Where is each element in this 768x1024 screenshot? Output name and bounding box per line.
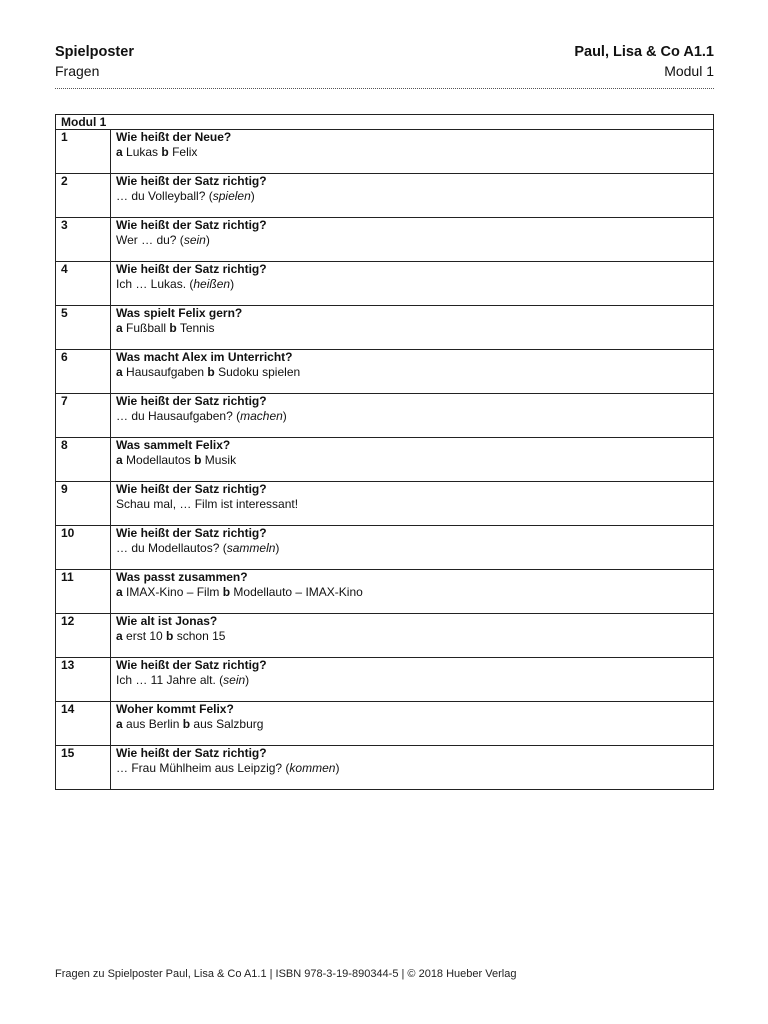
answer-text: [116, 673, 708, 688]
answer-verb-hint: sein: [223, 673, 246, 687]
answer-segment: aus Berlin: [122, 717, 183, 731]
answer-text: [116, 629, 708, 644]
answer-segment: Musik: [201, 453, 237, 467]
table-row: [56, 130, 714, 174]
question-text: Was sammelt Felix?: [116, 438, 231, 452]
table-row: [56, 658, 714, 702]
table-row: [56, 570, 714, 614]
question-cell: [111, 218, 714, 262]
answer-segment: aus Salzburg: [190, 717, 264, 731]
answer-text: [116, 541, 708, 556]
answer-text: [116, 365, 708, 380]
question-cell: [111, 746, 714, 790]
answer-text: [116, 321, 708, 336]
answer-text: [116, 717, 708, 732]
section-label: Modul 1: [56, 115, 714, 130]
answer-segment: … Frau Mühlheim aus Leipzig? (: [116, 761, 290, 775]
question-cell: [111, 438, 714, 482]
question-number: 5: [56, 306, 111, 350]
question-text: Wie heißt der Satz richtig?: [116, 262, 267, 276]
answer-segment: Modellautos: [122, 453, 195, 467]
table-row: [56, 482, 714, 526]
question-number: 15: [56, 746, 111, 790]
answer-text: [116, 409, 708, 424]
answer-segment: erst 10: [122, 629, 167, 643]
question-number: 10: [56, 526, 111, 570]
question-text: Wie heißt der Satz richtig?: [116, 174, 267, 188]
table-row: [56, 306, 714, 350]
answer-segment: Modellauto – IMAX-Kino: [230, 585, 363, 599]
answer-text: [116, 189, 708, 204]
question-text: Wie heißt der Satz richtig?: [116, 482, 267, 496]
answer-option-letter: a: [116, 629, 123, 643]
question-number: 7: [56, 394, 111, 438]
answer-segment: ): [275, 541, 280, 555]
answer-option-letter: b: [207, 365, 215, 379]
answer-text: [116, 497, 708, 512]
answer-segment: ): [230, 277, 235, 291]
answer-verb-hint: sammeln: [226, 541, 276, 555]
answer-segment: Ich … 11 Jahre alt. (: [116, 673, 224, 687]
question-text: Wie alt ist Jonas?: [116, 614, 218, 628]
answer-segment: Felix: [168, 145, 198, 159]
section-header-row: [56, 115, 714, 130]
question-text: Was macht Alex im Unterricht?: [116, 350, 293, 364]
answer-verb-hint: machen: [240, 409, 283, 423]
question-cell: [111, 350, 714, 394]
question-number: 4: [56, 262, 111, 306]
table-row: [56, 614, 714, 658]
question-number: 12: [56, 614, 111, 658]
answer-option-letter: a: [116, 321, 123, 335]
answer-segment: … du Volleyball? (: [116, 189, 213, 203]
question-cell: [111, 570, 714, 614]
question-number: 2: [56, 174, 111, 218]
header-right: [574, 42, 714, 80]
answer-segment: IMAX-Kino – Film: [122, 585, 223, 599]
question-number: 13: [56, 658, 111, 702]
answer-segment: Schau mal, … Film ist interessant!: [116, 497, 299, 511]
answer-segment: ): [335, 761, 340, 775]
answer-option-letter: b: [194, 453, 202, 467]
answer-verb-hint: heißen: [193, 277, 231, 291]
question-number: 8: [56, 438, 111, 482]
question-cell: [111, 658, 714, 702]
answer-segment: … du Modellautos? (: [116, 541, 227, 555]
header-left-title: Spielposter: [55, 44, 134, 60]
answer-option-letter: b: [182, 717, 191, 731]
question-cell: [111, 306, 714, 350]
answer-text: [116, 453, 708, 468]
question-number: 6: [56, 350, 111, 394]
answer-option-letter: a: [116, 453, 123, 467]
question-cell: [111, 482, 714, 526]
answer-text: [116, 277, 708, 292]
answer-segment: schon 15: [173, 629, 226, 643]
question-number: 11: [56, 570, 111, 614]
answer-option-letter: b: [161, 145, 169, 159]
question-cell: [111, 394, 714, 438]
answer-text: [116, 761, 708, 776]
header-left-subtitle: Fragen: [55, 63, 100, 79]
question-text: Wie heißt der Satz richtig?: [116, 526, 267, 540]
answer-segment: ): [245, 673, 250, 687]
answer-segment: Fußball: [122, 321, 170, 335]
question-text: Was spielt Felix gern?: [116, 306, 243, 320]
answer-segment: ): [282, 409, 287, 423]
answer-segment: Tennis: [176, 321, 215, 335]
page-footer: Fragen zu Spielposter Paul, Lisa & Co A1.1 | ISBN 978-3-19-890344-5 | © 2018 Hueber Verlag: [55, 968, 517, 980]
question-text: Woher kommt Felix?: [116, 702, 234, 716]
answer-option-letter: b: [166, 629, 174, 643]
answer-segment: Wer … du? (: [116, 233, 184, 247]
question-cell: [111, 174, 714, 218]
question-text: Wie heißt der Satz richtig?: [116, 218, 267, 232]
question-number: 1: [56, 130, 111, 174]
question-cell: [111, 262, 714, 306]
table-row: [56, 746, 714, 790]
answer-option-letter: a: [116, 365, 123, 379]
table-row: [56, 394, 714, 438]
table-row: [56, 702, 714, 746]
answer-option-letter: a: [116, 585, 123, 599]
header-right-subtitle: Modul 1: [664, 63, 714, 79]
answer-segment: Sudoku spielen: [214, 365, 301, 379]
answer-verb-hint: kommen: [289, 761, 336, 775]
question-text: Wie heißt der Neue?: [116, 130, 232, 144]
question-cell: [111, 702, 714, 746]
question-table: [55, 114, 714, 790]
table-row: [56, 218, 714, 262]
answer-text: [116, 145, 708, 160]
answer-segment: ): [205, 233, 210, 247]
answer-option-letter: b: [169, 321, 177, 335]
question-cell: [111, 614, 714, 658]
answer-segment: Ich … Lukas. (: [116, 277, 194, 291]
answer-option-letter: a: [116, 717, 123, 731]
answer-segment: Hausaufgaben: [122, 365, 208, 379]
question-text: Wie heißt der Satz richtig?: [116, 658, 267, 672]
question-text: Wie heißt der Satz richtig?: [116, 394, 267, 408]
header-right-title: Paul, Lisa & Co A1.1: [574, 44, 714, 60]
header-left: [55, 42, 134, 80]
answer-segment: Lukas: [122, 145, 162, 159]
table-row: [56, 526, 714, 570]
answer-option-letter: a: [116, 145, 123, 159]
table-row: [56, 262, 714, 306]
table-row: [56, 438, 714, 482]
page-header: [55, 42, 714, 89]
question-text: Was passt zusammen?: [116, 570, 248, 584]
question-number: 14: [56, 702, 111, 746]
question-number: 9: [56, 482, 111, 526]
answer-option-letter: b: [222, 585, 231, 599]
answer-text: [116, 585, 708, 600]
table-row: [56, 174, 714, 218]
answer-segment: ): [250, 189, 255, 203]
question-number: 3: [56, 218, 111, 262]
question-text: Wie heißt der Satz richtig?: [116, 746, 267, 760]
question-cell: [111, 526, 714, 570]
answer-text: [116, 233, 708, 248]
answer-verb-hint: spielen: [212, 189, 251, 203]
answer-verb-hint: sein: [183, 233, 206, 247]
answer-segment: … du Hausaufgaben? (: [116, 409, 241, 423]
table-row: [56, 350, 714, 394]
question-cell: [111, 130, 714, 174]
